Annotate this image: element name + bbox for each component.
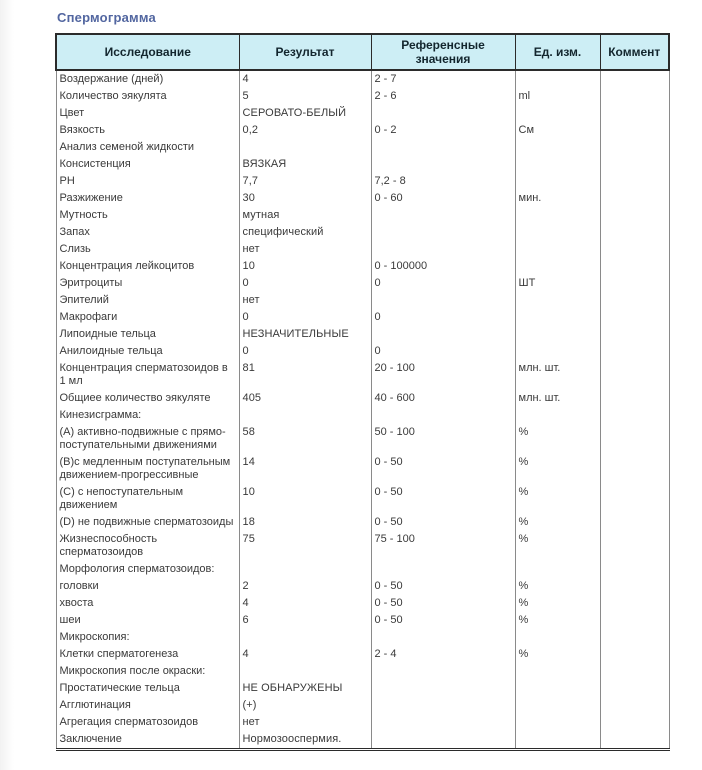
cell-unit	[515, 292, 600, 309]
cell-unit	[515, 731, 600, 750]
table-row	[56, 714, 669, 731]
cell-study: Цвет	[56, 105, 239, 122]
cell-reference: 0 - 50	[371, 595, 515, 612]
cell-unit: %	[515, 454, 600, 484]
cell-unit: %	[515, 578, 600, 595]
cell-reference	[371, 629, 515, 646]
cell-result: мутная	[239, 207, 371, 224]
cell-unit: %	[515, 484, 600, 514]
cell-reference: 50 - 100	[371, 424, 515, 454]
cell-unit	[515, 343, 600, 360]
cell-reference	[371, 105, 515, 122]
table-row	[56, 275, 669, 292]
cell-result: нет	[239, 292, 371, 309]
cell-study: Воздержание (дней)	[56, 70, 239, 88]
cell-result: 30	[239, 190, 371, 207]
cell-comment	[600, 697, 669, 714]
table-row	[56, 531, 669, 561]
cell-unit	[515, 105, 600, 122]
cell-reference: 0 - 100000	[371, 258, 515, 275]
cell-comment	[600, 424, 669, 454]
cell-unit: %	[515, 595, 600, 612]
cell-reference	[371, 224, 515, 241]
cell-study: (D) не подвижные сперматозоиды	[56, 514, 239, 531]
cell-comment	[600, 484, 669, 514]
cell-reference: 0 - 60	[371, 190, 515, 207]
table-header	[56, 34, 669, 70]
cell-unit: ml	[515, 88, 600, 105]
cell-reference	[371, 241, 515, 258]
cell-result	[239, 139, 371, 156]
cell-reference: 0 - 50	[371, 484, 515, 514]
table-row	[56, 309, 669, 326]
table-row	[56, 241, 669, 258]
cell-reference: 2 - 7	[371, 70, 515, 88]
cell-reference	[371, 663, 515, 680]
cell-result: 0	[239, 275, 371, 292]
table-row	[56, 697, 669, 714]
cell-comment	[600, 326, 669, 343]
cell-result: 10	[239, 258, 371, 275]
cell-comment	[600, 105, 669, 122]
table-row	[56, 156, 669, 173]
cell-result: 0	[239, 343, 371, 360]
cell-comment	[600, 190, 669, 207]
cell-unit	[515, 629, 600, 646]
cell-study: Эритроциты	[56, 275, 239, 292]
cell-reference: 0 - 50	[371, 454, 515, 484]
cell-comment	[600, 612, 669, 629]
table-row	[56, 122, 669, 139]
table-row	[56, 173, 669, 190]
cell-unit: ШТ	[515, 275, 600, 292]
cell-study: Простатические тельца	[56, 680, 239, 697]
cell-unit: мин.	[515, 190, 600, 207]
cell-study: Разжижение	[56, 190, 239, 207]
cell-reference: 2 - 4	[371, 646, 515, 663]
cell-unit	[515, 70, 600, 88]
cell-result: 0,2	[239, 122, 371, 139]
cell-study: Агрегация сперматозоидов	[56, 714, 239, 731]
column-header-1: Результат	[239, 34, 371, 70]
cell-reference: 0	[371, 275, 515, 292]
cell-unit	[515, 258, 600, 275]
cell-unit	[515, 207, 600, 224]
cell-result: специфический	[239, 224, 371, 241]
cell-result: 10	[239, 484, 371, 514]
cell-study: Анилоидные тельца	[56, 343, 239, 360]
cell-unit: %	[515, 424, 600, 454]
cell-reference	[371, 697, 515, 714]
cell-unit: См	[515, 122, 600, 139]
cell-study: Жизнеспособность сперматозоидов	[56, 531, 239, 561]
table-row	[56, 612, 669, 629]
cell-unit	[515, 326, 600, 343]
cell-comment	[600, 70, 669, 88]
cell-study: шеи	[56, 612, 239, 629]
cell-study: (A) активно-подвижные с прямо-поступательными движениями	[56, 424, 239, 454]
cell-result: 75	[239, 531, 371, 561]
cell-comment	[600, 309, 669, 326]
cell-reference: 0 - 2	[371, 122, 515, 139]
cell-reference	[371, 714, 515, 731]
cell-reference	[371, 326, 515, 343]
cell-result: 58	[239, 424, 371, 454]
cell-result: 4	[239, 595, 371, 612]
table-row	[56, 663, 669, 680]
table-row	[56, 514, 669, 531]
cell-comment	[600, 390, 669, 407]
cell-study: (B)с медленным поступательным движением-прогрессивные	[56, 454, 239, 484]
cell-result: СЕРОВАТО-БЕЛЫЙ	[239, 105, 371, 122]
cell-comment	[600, 241, 669, 258]
cell-result: 0	[239, 309, 371, 326]
cell-study: (C) с непоступательным движением	[56, 484, 239, 514]
table-row	[56, 292, 669, 309]
cell-study: головки	[56, 578, 239, 595]
cell-comment	[600, 407, 669, 424]
cell-unit	[515, 309, 600, 326]
table-body	[56, 70, 669, 750]
table-row	[56, 343, 669, 360]
cell-comment	[600, 714, 669, 731]
cell-study: Концентрация лейкоцитов	[56, 258, 239, 275]
column-header-3: Ед. изм.	[515, 34, 600, 70]
cell-study: Макрофаги	[56, 309, 239, 326]
cell-unit	[515, 407, 600, 424]
cell-result: 405	[239, 390, 371, 407]
cell-study: Мутность	[56, 207, 239, 224]
cell-result: 7,7	[239, 173, 371, 190]
cell-study: Микроскопия после окраски:	[56, 663, 239, 680]
cell-study: Общиее количество эякуляте	[56, 390, 239, 407]
cell-reference	[371, 292, 515, 309]
cell-study: Количество эякулята	[56, 88, 239, 105]
page-title: Спермограмма	[57, 10, 156, 25]
cell-unit	[515, 663, 600, 680]
cell-unit: %	[515, 514, 600, 531]
cell-study: Агглютинация	[56, 697, 239, 714]
cell-unit: млн. шт.	[515, 390, 600, 407]
table-row	[56, 646, 669, 663]
cell-comment	[600, 561, 669, 578]
cell-study: Слизь	[56, 241, 239, 258]
cell-result	[239, 663, 371, 680]
cell-result: нет	[239, 714, 371, 731]
table-row	[56, 561, 669, 578]
cell-comment	[600, 663, 669, 680]
cell-comment	[600, 514, 669, 531]
cell-unit	[515, 697, 600, 714]
cell-unit: %	[515, 531, 600, 561]
table-row	[56, 424, 669, 454]
cell-result: 5	[239, 88, 371, 105]
cell-study: Микроскопия:	[56, 629, 239, 646]
cell-result	[239, 629, 371, 646]
table-row	[56, 326, 669, 343]
cell-reference	[371, 680, 515, 697]
cell-comment	[600, 646, 669, 663]
cell-reference	[371, 156, 515, 173]
cell-unit	[515, 139, 600, 156]
cell-reference	[371, 207, 515, 224]
table-row	[56, 190, 669, 207]
cell-study: Анализ семеной жидкости	[56, 139, 239, 156]
cell-unit: млн. шт.	[515, 360, 600, 390]
cell-unit: %	[515, 612, 600, 629]
cell-result: ВЯЗКАЯ	[239, 156, 371, 173]
cell-unit	[515, 224, 600, 241]
table-row	[56, 484, 669, 514]
cell-result: нет	[239, 241, 371, 258]
cell-reference: 20 - 100	[371, 360, 515, 390]
table-row	[56, 680, 669, 697]
cell-reference: 75 - 100	[371, 531, 515, 561]
table-row	[56, 207, 669, 224]
cell-comment	[600, 343, 669, 360]
cell-reference: 0 - 50	[371, 514, 515, 531]
table-row	[56, 454, 669, 484]
cell-result: 4	[239, 70, 371, 88]
table-row	[56, 88, 669, 105]
cell-reference	[371, 561, 515, 578]
cell-comment	[600, 224, 669, 241]
cell-study: Заключение	[56, 731, 239, 750]
table-row	[56, 407, 669, 424]
cell-comment	[600, 207, 669, 224]
cell-unit	[515, 156, 600, 173]
cell-result: Нормозооспермия.	[239, 731, 371, 750]
cell-comment	[600, 360, 669, 390]
cell-study: PH	[56, 173, 239, 190]
cell-comment	[600, 122, 669, 139]
cell-reference: 0 - 50	[371, 578, 515, 595]
cell-study: Концентрация сперматозоидов в 1 мл	[56, 360, 239, 390]
table-row	[56, 224, 669, 241]
cell-result	[239, 561, 371, 578]
cell-result: НЕЗНАЧИТЕЛЬНЫЕ	[239, 326, 371, 343]
cell-result: 81	[239, 360, 371, 390]
cell-reference: 7,2 - 8	[371, 173, 515, 190]
cell-result: 18	[239, 514, 371, 531]
cell-unit: %	[515, 646, 600, 663]
cell-unit	[515, 680, 600, 697]
cell-unit	[515, 173, 600, 190]
cell-result: (+)	[239, 697, 371, 714]
cell-unit	[515, 714, 600, 731]
table-row	[56, 139, 669, 156]
cell-comment	[600, 629, 669, 646]
cell-comment	[600, 173, 669, 190]
cell-result: 2	[239, 578, 371, 595]
cell-study: Запах	[56, 224, 239, 241]
cell-reference: 2 - 6	[371, 88, 515, 105]
table-row	[56, 105, 669, 122]
cell-study: Вязкость	[56, 122, 239, 139]
cell-comment	[600, 680, 669, 697]
table-header-row	[56, 34, 669, 70]
cell-study: хвоста	[56, 595, 239, 612]
cell-comment	[600, 139, 669, 156]
table-row	[56, 731, 669, 750]
cell-comment	[600, 531, 669, 561]
cell-result	[239, 407, 371, 424]
spermogram-table	[55, 33, 670, 751]
cell-comment	[600, 595, 669, 612]
cell-result: 4	[239, 646, 371, 663]
cell-result: 6	[239, 612, 371, 629]
table-row	[56, 258, 669, 275]
table-row	[56, 360, 669, 390]
cell-comment	[600, 275, 669, 292]
column-header-0: Исследование	[56, 34, 239, 70]
cell-reference	[371, 731, 515, 750]
cell-comment	[600, 292, 669, 309]
cell-study: Консистенция	[56, 156, 239, 173]
table-row	[56, 390, 669, 407]
cell-reference: 0 - 50	[371, 612, 515, 629]
cell-comment	[600, 731, 669, 750]
cell-comment	[600, 454, 669, 484]
cell-study: Липоидные тельца	[56, 326, 239, 343]
cell-reference: 0	[371, 309, 515, 326]
cell-unit	[515, 241, 600, 258]
cell-reference: 40 - 600	[371, 390, 515, 407]
table-row	[56, 578, 669, 595]
cell-study: Эпителий	[56, 292, 239, 309]
cell-comment	[600, 156, 669, 173]
cell-reference: 0	[371, 343, 515, 360]
cell-reference	[371, 139, 515, 156]
table-row	[56, 595, 669, 612]
cell-comment	[600, 88, 669, 105]
column-header-2: Референсные значения	[371, 34, 515, 70]
column-header-4: Коммент	[600, 34, 669, 70]
cell-result: НЕ ОБНАРУЖЕНЫ	[239, 680, 371, 697]
cell-result: 14	[239, 454, 371, 484]
cell-reference	[371, 407, 515, 424]
cell-comment	[600, 258, 669, 275]
cell-study: Клетки сперматогенеза	[56, 646, 239, 663]
table-row	[56, 629, 669, 646]
cell-unit	[515, 561, 600, 578]
table-row	[56, 70, 669, 88]
cell-study: Морфология сперматозоидов:	[56, 561, 239, 578]
cell-comment	[600, 578, 669, 595]
cell-study: Кинезисграмма:	[56, 407, 239, 424]
